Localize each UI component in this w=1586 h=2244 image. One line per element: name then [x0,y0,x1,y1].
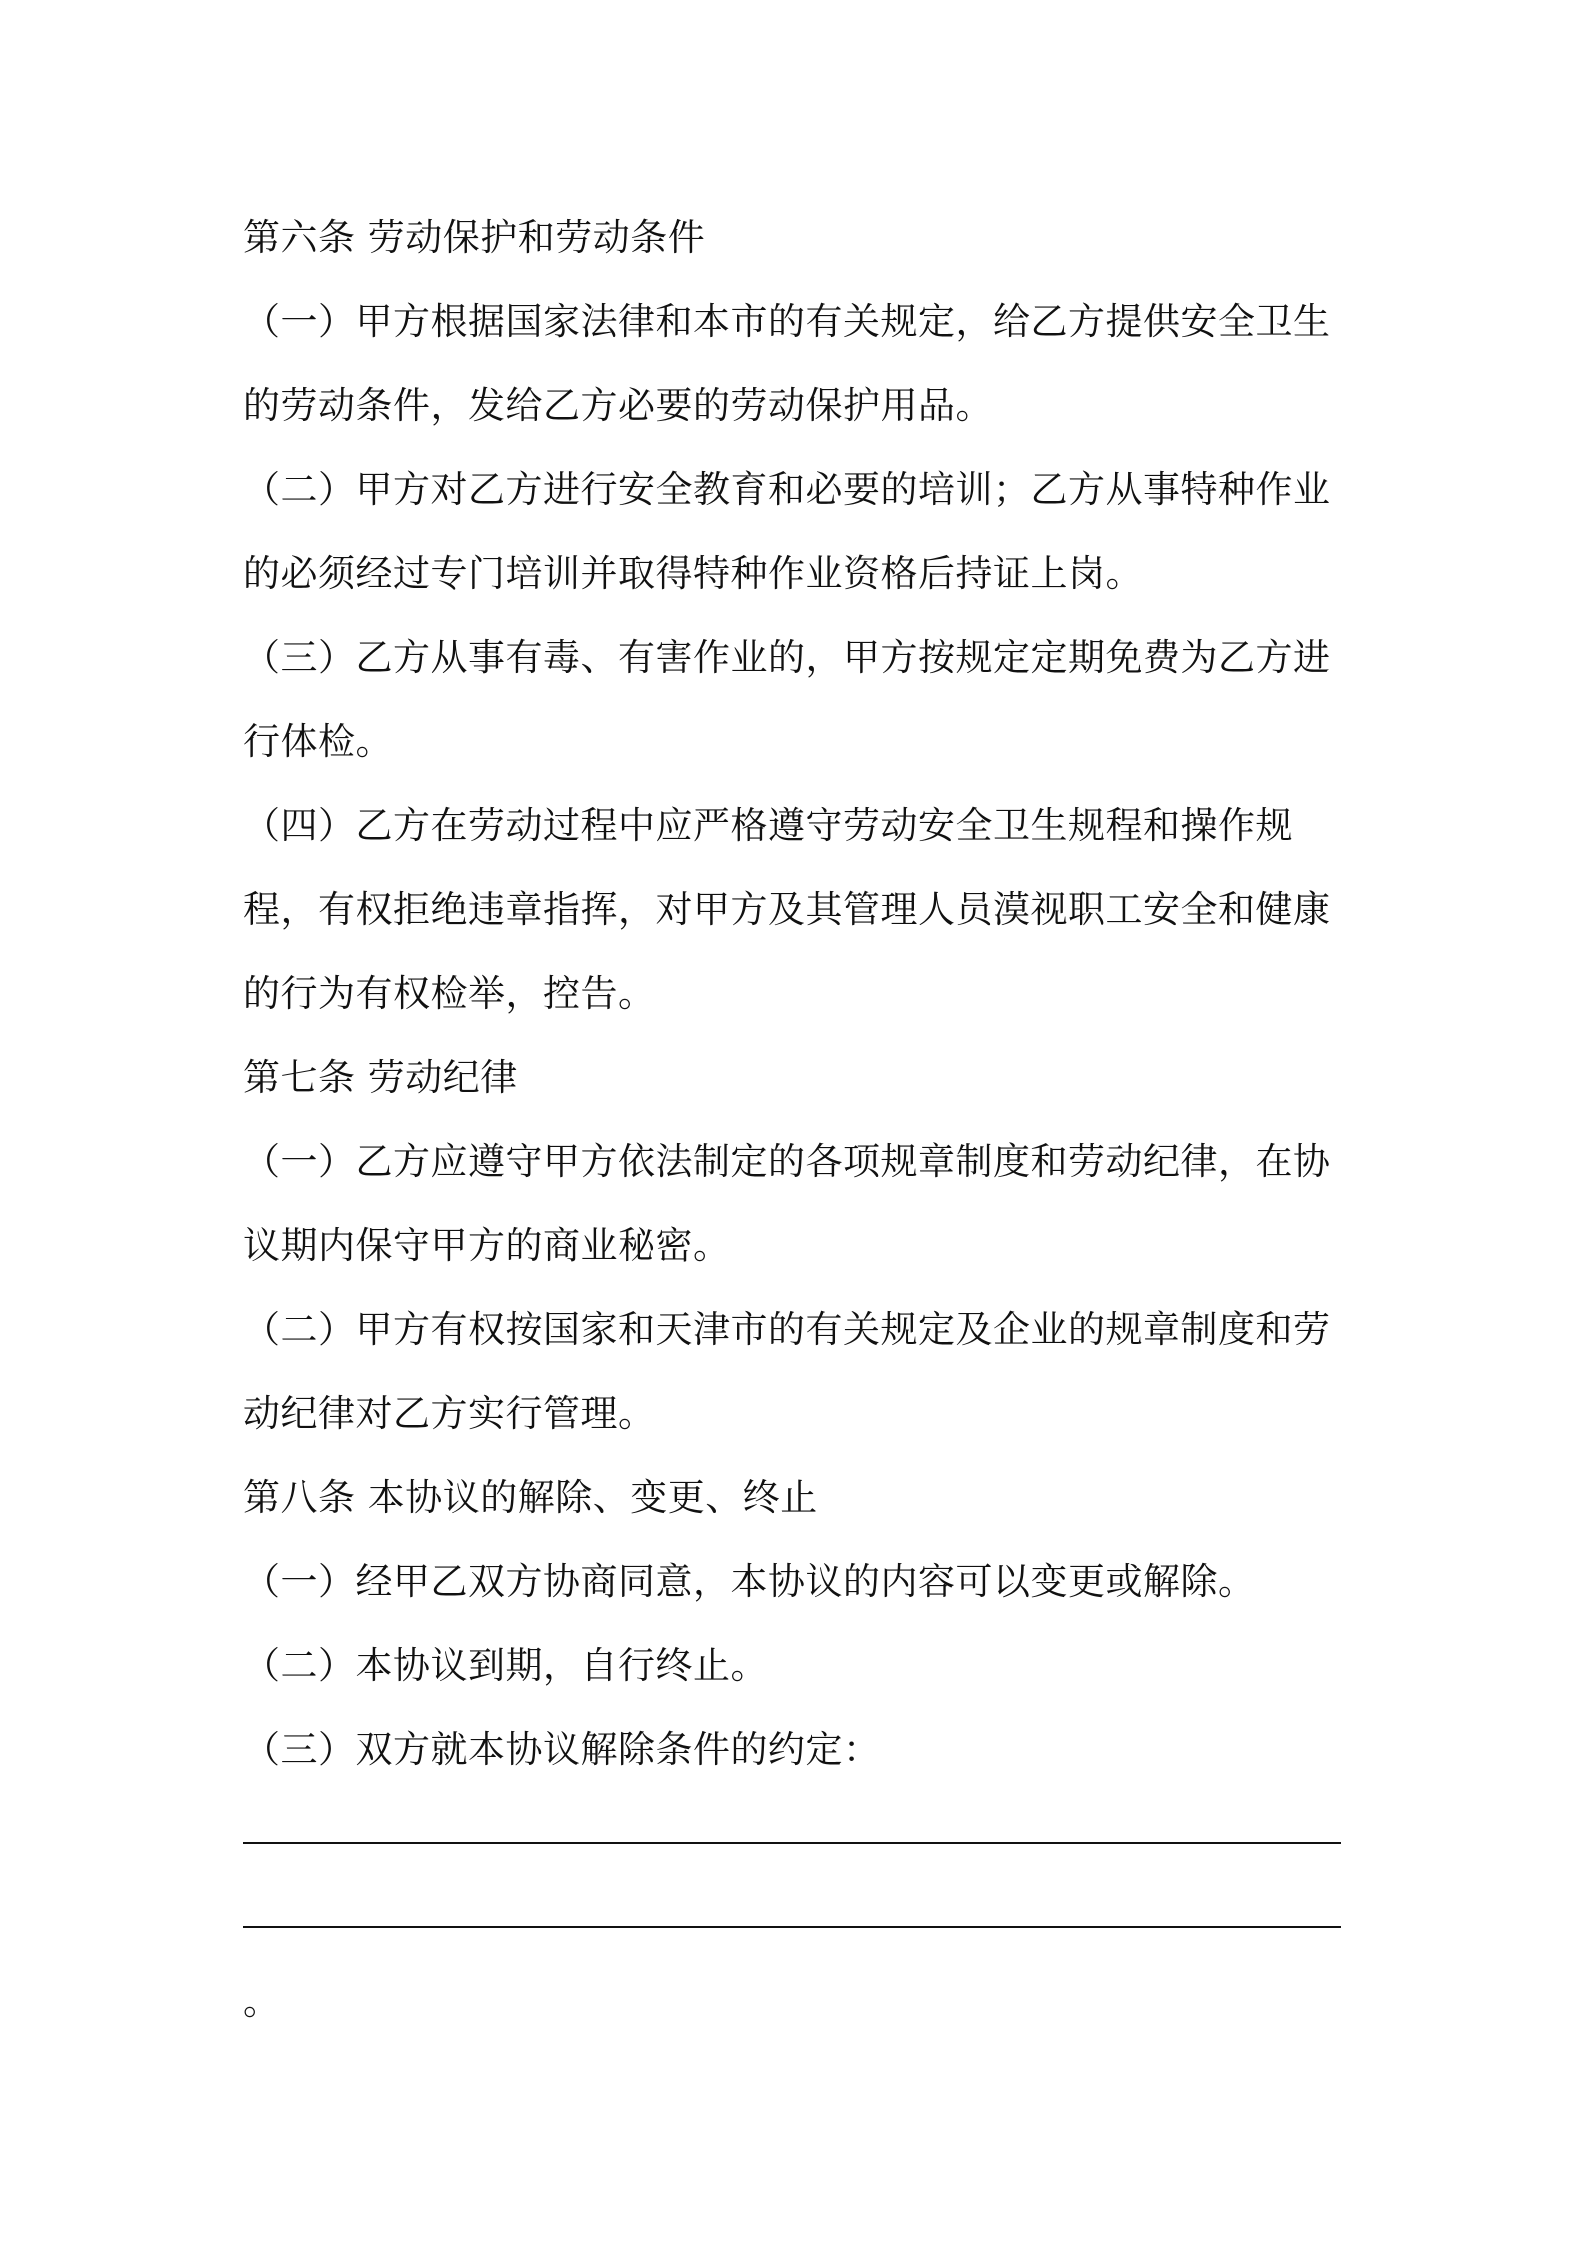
article-6-clause-2-line-2: 的必须经过专门培训并取得特种作业资格后持证上岗。 [243,552,1143,595]
article-7-clause-2-line-1: （二）甲方有权按国家和天津市的有关规定及企业的规章制度和劳 [243,1308,1331,1351]
article-8-heading: 第八条 本协议的解除、变更、终止 [243,1476,818,1519]
article-7-heading: 第七条 劳动纪律 [243,1056,518,1099]
article-6-clause-1-line-2: 的劳动条件，发给乙方必要的劳动保护用品。 [243,384,993,427]
fill-in-blank-line-2 [243,1876,1343,1960]
article-6-clause-2-line-1: （二）甲方对乙方进行安全教育和必要的培训；乙方从事特种作业 [243,468,1331,511]
article-6-clause-3-line-1: （三）乙方从事有毒、有害作业的，甲方按规定定期免费为乙方进 [243,636,1331,679]
end-period: 。 [243,1980,280,2023]
article-7-clause-2-line-2: 动纪律对乙方实行管理。 [243,1392,656,1435]
article-6-clause-4-line-3: 的行为有权检举，控告。 [243,972,656,1015]
article-8-clause-2: （二）本协议到期，自行终止。 [243,1644,768,1687]
fill-in-blank-line-1 [243,1792,1343,1876]
article-6-clause-4-line-2: 程，有权拒绝违章指挥，对甲方及其管理人员漠视职工安全和健康 [243,888,1331,931]
blank-underline [243,1842,1341,1844]
document-body [243,196,1343,2044]
article-6-clause-3-line-2: 行体检。 [243,720,393,763]
article-6-heading: 第六条 劳动保护和劳动条件 [243,216,706,259]
article-7-clause-1-line-1: （一）乙方应遵守甲方依法制定的各项规章制度和劳动纪律，在协 [243,1140,1331,1183]
article-7-clause-1-line-2: 议期内保守甲方的商业秘密。 [243,1224,731,1267]
article-6-clause-1-line-1: （一）甲方根据国家法律和本市的有关规定，给乙方提供安全卫生 [243,300,1331,343]
article-6-clause-4-line-1: （四）乙方在劳动过程中应严格遵守劳动安全卫生规程和操作规 [243,804,1293,847]
blank-underline [243,1926,1341,1928]
article-8-clause-3: （三）双方就本协议解除条件的约定： [243,1728,881,1771]
article-8-clause-1: （一）经甲乙双方协商同意，本协议的内容可以变更或解除。 [243,1560,1256,1603]
